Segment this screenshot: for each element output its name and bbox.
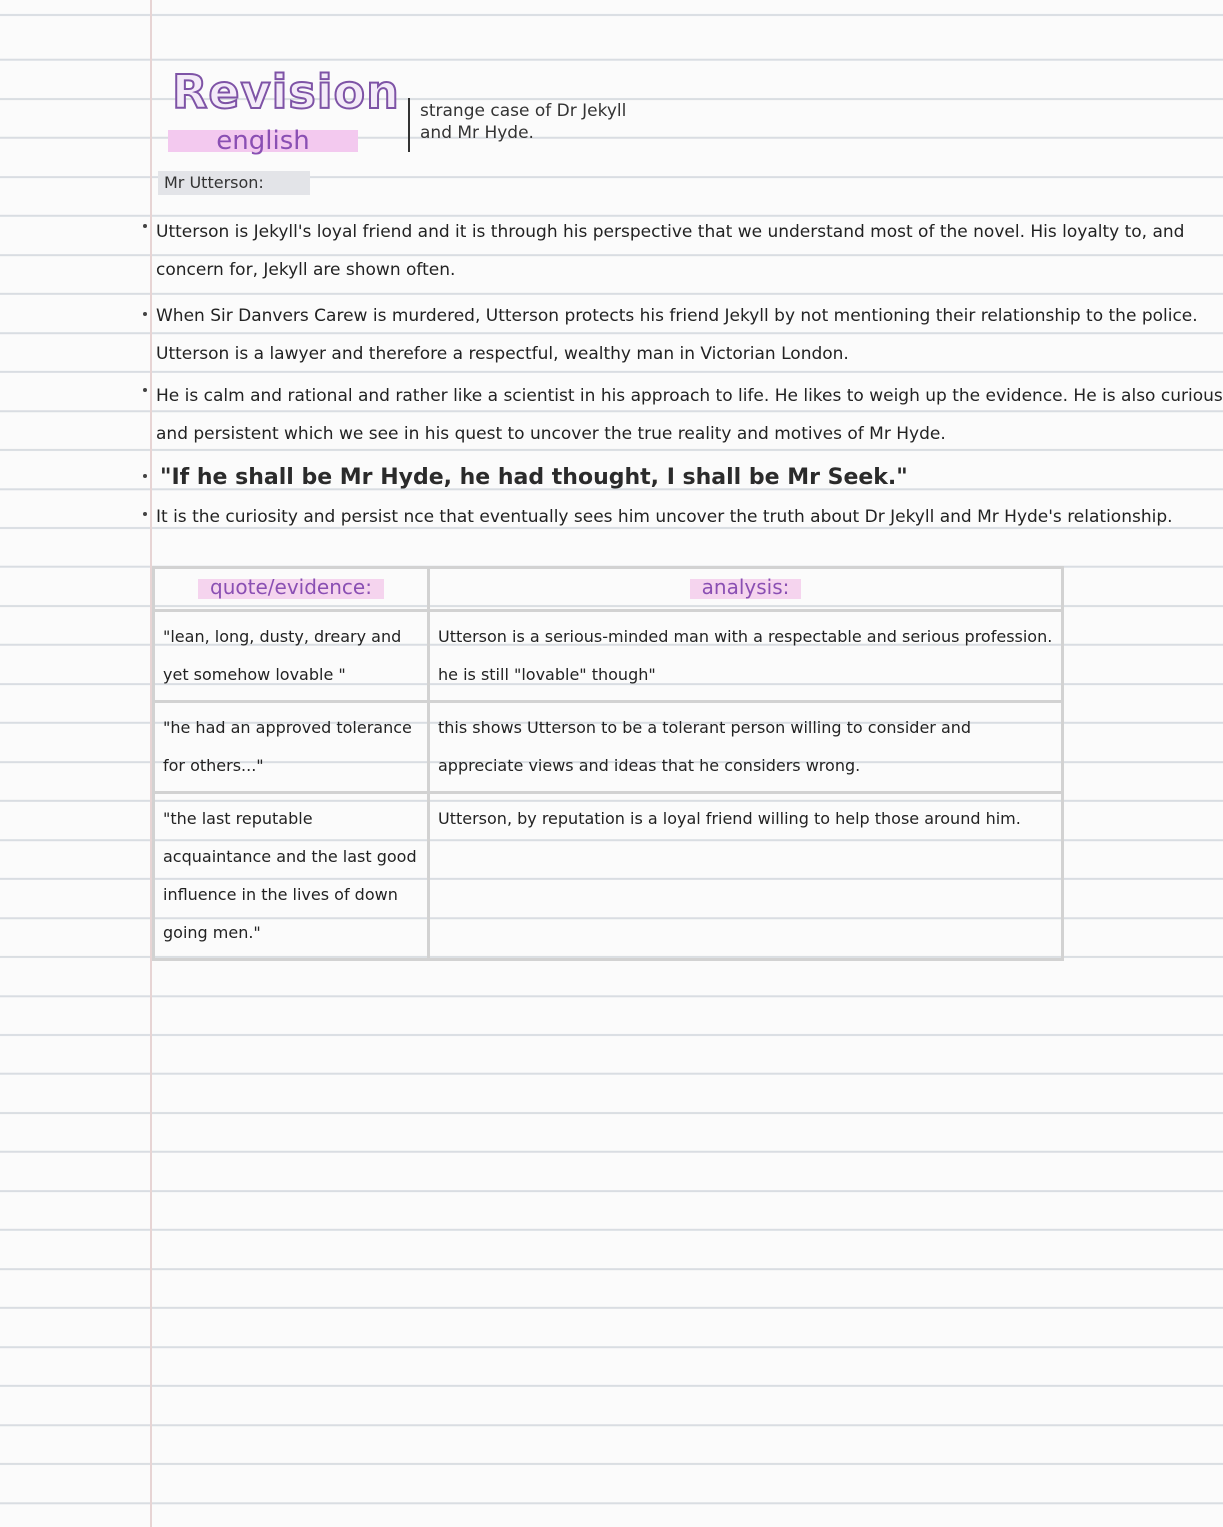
bullet-dot (143, 474, 147, 478)
paragraph-line: Utterson is Jekyll's loyal friend and it is through his perspective that we understand most of the novel. His loyalty to, and (156, 222, 1185, 242)
paragraph-loyalty (156, 213, 1185, 289)
paragraph-line: When Sir Danvers Carew is murdered, Utterson protects his friend Jekyll by not mentioning their relationship to the police. (156, 306, 1198, 326)
document-title-line-2: and Mr Hyde. (420, 123, 534, 143)
character-heading: Mr Utterson: (158, 171, 310, 195)
subject-label: english (168, 124, 358, 158)
paragraph-line: concern for, Jekyll are shown often. (156, 260, 456, 280)
quote-cell: "lean, long, dusty, dreary and yet somehow lovable " (154, 611, 429, 702)
document-title (420, 100, 626, 144)
bullet-dot (143, 312, 147, 316)
bullet-dot (143, 388, 147, 392)
table-header-row (154, 568, 1063, 611)
paragraph-line: and persistent which we see in his quest to uncover the true reality and motives of Mr Hyde. (156, 424, 946, 444)
table-row (154, 611, 1063, 702)
quote-header-label: quote/evidence: (198, 575, 384, 599)
quote-cell: "the last reputable acquaintance and the last good influence in the lives of down going men." (154, 793, 429, 960)
analysis-cell: this shows Utterson to be a tolerant person willing to consider and appreciate views and ideas that he considers wrong. (429, 702, 1063, 793)
analysis-cell: Utterson, by reputation is a loyal friend willing to help those around him. (429, 793, 1063, 960)
paragraph-calm-rational (156, 377, 1223, 453)
analysis-column-header (429, 568, 1063, 611)
table-row (154, 793, 1063, 960)
analysis-cell: Utterson is a serious-minded man with a respectable and serious profession. he is still "lovable" though" (429, 611, 1063, 702)
table-row (154, 702, 1063, 793)
paragraph-carew-murder (156, 297, 1198, 373)
quote-cell: "he had an approved tolerance for others..." (154, 702, 429, 793)
page-header (168, 62, 688, 172)
revision-title: Revision (172, 65, 400, 119)
document-title-line-1: strange case of Dr Jekyll (420, 101, 627, 121)
paragraph-closing (156, 498, 1173, 536)
evidence-table (152, 566, 1064, 961)
quote-column-header (154, 568, 429, 611)
header-divider (408, 98, 410, 152)
key-quote: "If he shall be Mr Hyde, he had thought, I shall be Mr Seek." (160, 465, 908, 490)
paragraph-line: It is the curiosity and persist nce that eventually sees him uncover the truth about Dr Jekyll and Mr Hyde's relationship. (156, 507, 1173, 527)
analysis-header-label: analysis: (690, 575, 802, 599)
bullet-dot (143, 224, 147, 228)
paragraph-line: He is calm and rational and rather like a scientist in his approach to life. He likes to weigh up the evidence. He is also curious (156, 386, 1223, 406)
paragraph-line: Utterson is a lawyer and therefore a respectful, wealthy man in Victorian London. (156, 344, 849, 364)
bullet-dot (143, 512, 147, 516)
